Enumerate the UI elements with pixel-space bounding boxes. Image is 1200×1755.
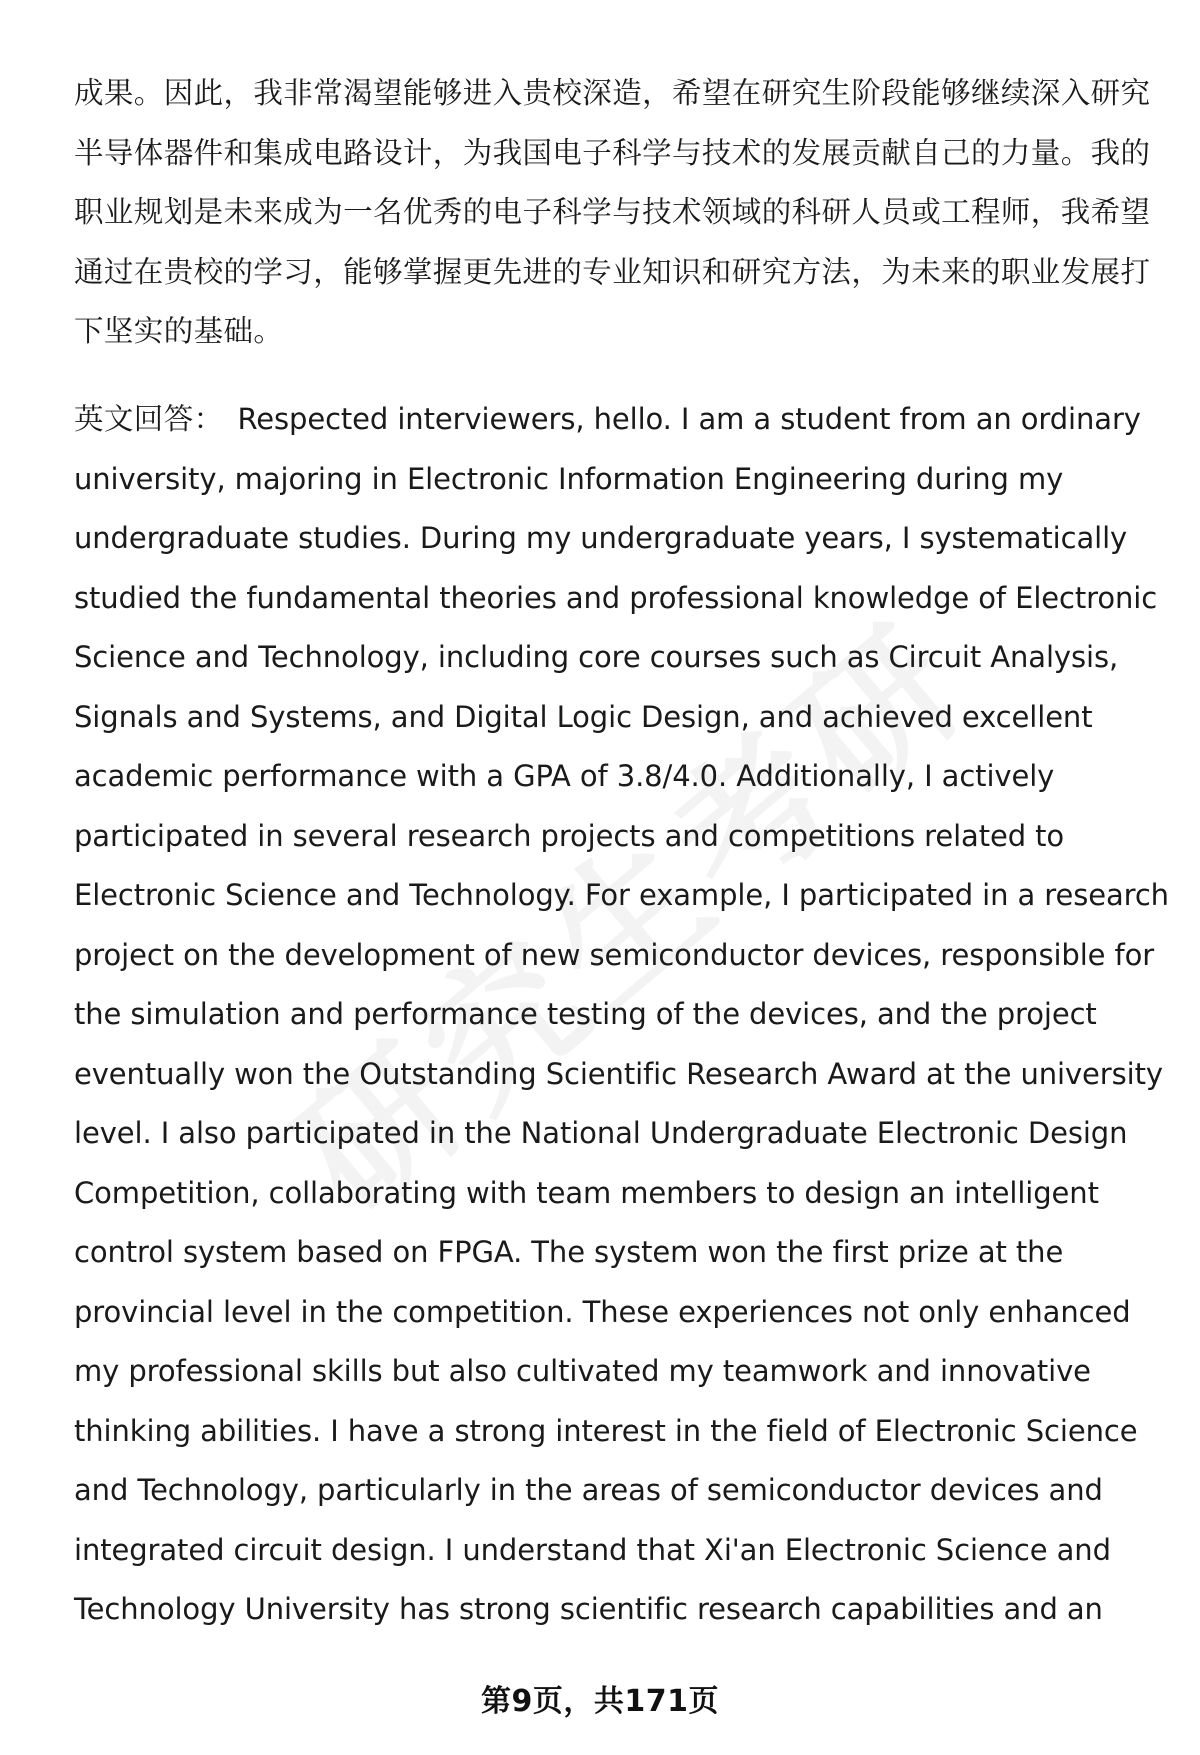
english-answer-label: 英文回答：: [74, 402, 224, 436]
paragraph-first-line: [74, 390, 1154, 450]
paragraph-line: academic performance with a GPA of 3.8/4.0. Additionally, I actively: [74, 759, 1055, 793]
paragraph-line: thinking abilities. I have a strong interest in the field of Electronic Science: [74, 1413, 1138, 1448]
paragraph-line: control system based on FPGA. The system won the first prize at the: [74, 1235, 1064, 1269]
paragraph-line: Electronic Science and Technology. For example, I participated in a research: [74, 878, 1169, 912]
paragraph-line: Signals and Systems, and Digital Logic Design, and achieved excellent: [74, 699, 1093, 734]
chinese-paragraph: [74, 64, 1154, 362]
english-paragraph: [74, 390, 1169, 1640]
paragraph-line: Competition, collaborating with team members to design an intelligent: [74, 1175, 1099, 1210]
page-number: 第9页，共171页: [481, 1684, 719, 1719]
paragraph-line: Technology University has strong scientific research capabilities and an: [74, 1592, 1103, 1626]
paragraph-line: project on the development of new semiconductor devices, responsible for: [74, 937, 1155, 972]
paragraph-line: my professional skills but also cultivated my teamwork and innovative: [74, 1354, 1091, 1388]
paragraph-line: the simulation and performance testing of the devices, and the project: [74, 997, 1097, 1031]
paragraph-line: studied the fundamental theories and professional knowledge of Electronic: [74, 580, 1158, 615]
paragraph-line: provincial level in the competition. These experiences not only enhanced: [74, 1294, 1131, 1329]
paragraph-line: integrated circuit design. I understand that Xi'an Electronic Science and: [74, 1532, 1111, 1567]
paragraph-line: undergraduate studies. During my undergraduate years, I systematically: [74, 521, 1128, 555]
paragraph-line: level. I also participated in the National Undergraduate Electronic Design: [74, 1116, 1128, 1150]
paragraph-line: 半导体器件和集成电路设计，为我国电子科学与技术的发展贡献自己的力量。我的: [74, 135, 1151, 170]
paragraph-line: participated in several research projects and competitions related to: [74, 818, 1065, 853]
paragraph-line: university, majoring in Electronic Information Engineering during my: [74, 461, 1064, 496]
paragraph-line: Science and Technology, including core courses such as Circuit Analysis,: [74, 640, 1119, 674]
paragraph-line: 下坚实的基础。: [74, 314, 284, 348]
paragraph-line: eventually won the Outstanding Scientific Research Award at the university: [74, 1056, 1163, 1091]
paragraph-line: 通过在贵校的学习，能够掌握更先进的专业知识和研究方法，为未来的职业发展打: [74, 254, 1151, 289]
paragraph-line: 职业规划是未来成为一名优秀的电子科学与技术领域的科研人员或工程师，我希望: [74, 195, 1151, 229]
paragraph-line-text: Respected interviewers, hello. I am a student from an ordinary: [237, 402, 1141, 436]
paragraph-line: and Technology, particularly in the areas of semiconductor devices and: [74, 1473, 1103, 1507]
paragraph-line: 成果。因此，我非常渴望能够进入贵校深造，希望在研究生阶段能够继续深入研究: [74, 76, 1151, 110]
